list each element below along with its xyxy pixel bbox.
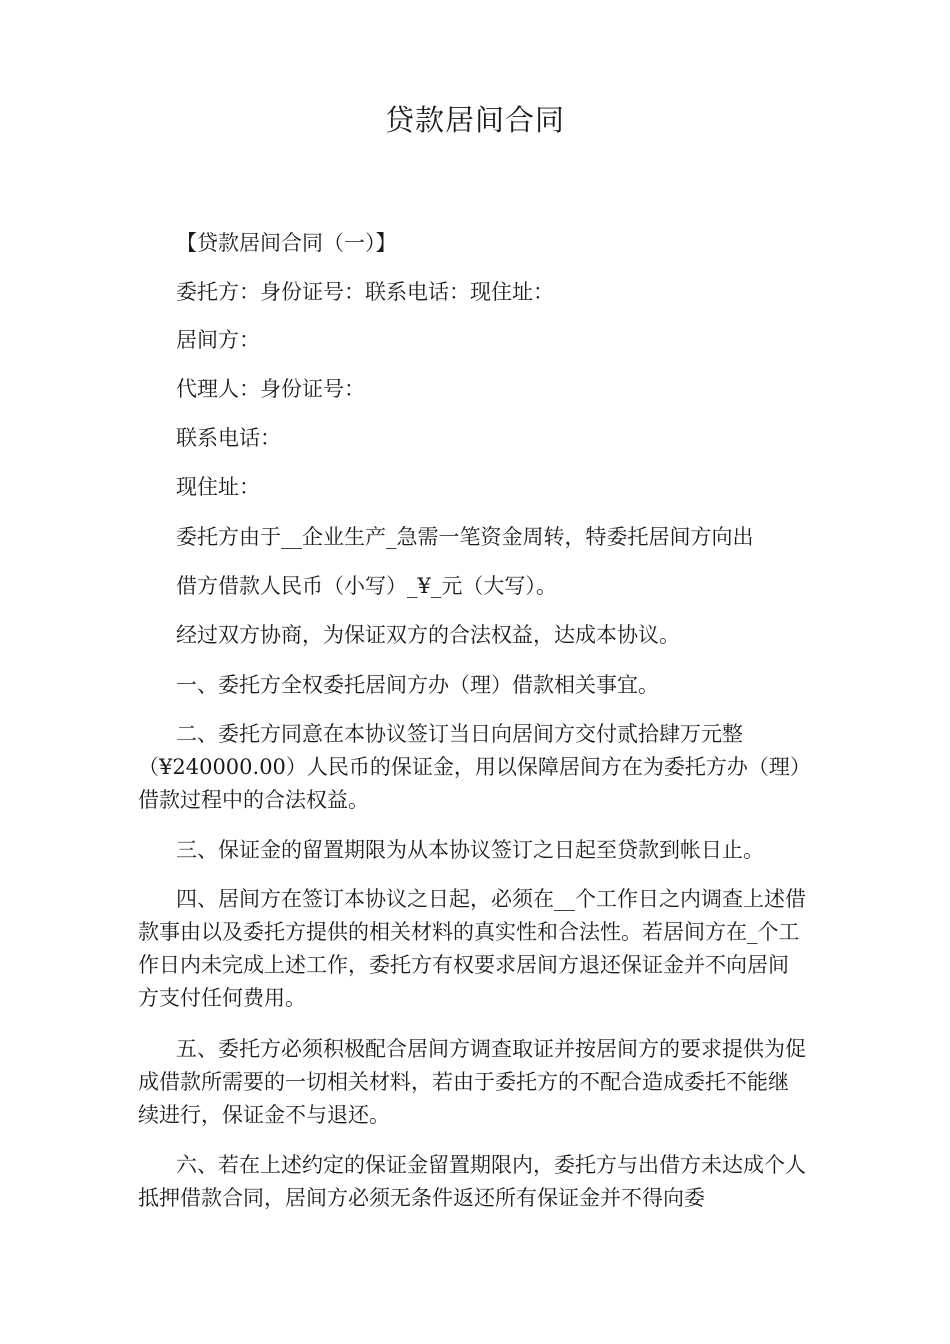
address-line: 现住址： (176, 475, 260, 499)
client-info-line: 委托方：身份证号：联系电话：现住址： (176, 280, 554, 304)
clause-1: 一、委托方全权委托居间方办（理）借款相关事宜。 (176, 673, 659, 697)
clause-2: 二、委托方同意在本协议签订当日向居间方交付贰拾肆万元整（¥240000.00）人民币的保证金，用以保障居间方在为委托方办（理）借款过程中的合法权益。 (138, 722, 801, 812)
clause-3: 三、保证金的留置期限为从本协议签订之日起至贷款到帐日止。 (176, 838, 764, 862)
clause-5: 五、委托方必须积极配合居间方调查取证并按居间方的要求提供为促成借款所需要的一切相关材料，若由于委托方的不配合造成委托不能继续进行，保证金不与退还。 (138, 1037, 806, 1127)
intro-line-1: 委托方由于__企业生产_急需一笔资金周转，特委托居间方向出 (176, 525, 754, 549)
clause-4: 四、居间方在签订本协议之日起，必须在__个工作日之内调查上述借款事由以及委托方提供的相关材料的真实性和合法性。若居间方在_个工作日内未完成上述工作，委托方有权要求居间方退还保证金并不向居间方支付任何费用。 (138, 887, 806, 1010)
document-title: 贷款居间合同 (384, 103, 565, 137)
intro-line-3: 经过双方协商，为保证双方的合法权益，达成本协议。 (176, 623, 680, 647)
intermediary-line: 居间方： (176, 328, 260, 352)
section-heading: 【贷款居间合同（一）】 (176, 231, 397, 255)
phone-line: 联系电话： (176, 426, 281, 450)
intro-line-2: 借方借款人民币（小写）_¥_元（大写）。 (176, 574, 557, 598)
clause-6: 六、若在上述约定的保证金留置期限内，委托方与出借方未达成个人抵押借款合同，居间方必须无条件返还所有保证金并不得向委 (138, 1153, 806, 1210)
agent-line: 代理人：身份证号： (176, 377, 365, 401)
